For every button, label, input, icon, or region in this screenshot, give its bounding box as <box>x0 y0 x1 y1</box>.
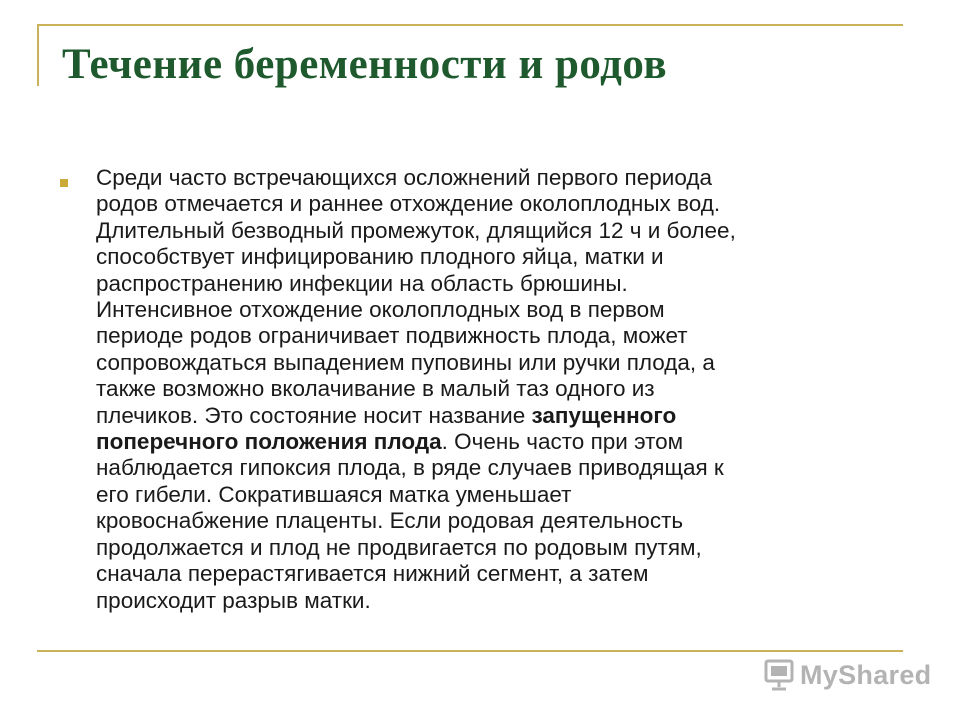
text-line: Длительный безводный промежуток, длящийся 12 ч и более, <box>96 217 736 243</box>
square-bullet-icon <box>60 179 68 187</box>
slide-title: Течение беременности и родов <box>62 41 668 88</box>
text-line <box>96 403 900 429</box>
text-line: также возможно вколачивание в малый таз одного из <box>96 376 655 402</box>
bullet-text <box>96 165 900 614</box>
text-segment: . Очень часто при этом <box>441 429 684 455</box>
text-line: сначала перерастягивается нижний сегмент, а затем <box>96 561 649 587</box>
frame-top-line <box>37 24 903 26</box>
text-line: продолжается и плод не продвигается по родовым путям, <box>96 534 702 560</box>
text-line <box>96 429 900 455</box>
text-line: родов отмечается и раннее отхождение околоплодных вод. <box>96 191 721 217</box>
text-line: кровоснабжение плаценты. Если родовая деятельность <box>96 508 684 534</box>
text-line: происходит разрыв матки. <box>96 587 371 613</box>
watermark-text: MyShared <box>800 659 932 690</box>
text-segment: плечиков. Это состояние носит название <box>96 402 532 428</box>
bullet-item <box>60 165 900 614</box>
watermark <box>762 658 931 692</box>
text-line: Среди часто встречающихся осложнений первого периода <box>96 165 712 190</box>
bold-term: запущенного <box>531 402 677 428</box>
frame-bottom-line <box>37 650 903 652</box>
presentation-board-icon <box>762 658 796 692</box>
text-line: сопровождаться выпадением пуповины или ручки плода, а <box>96 349 715 375</box>
text-line: способствует инфицированию плодного яйца, матки и <box>96 244 664 270</box>
frame-left-line <box>37 24 39 86</box>
text-line: Интенсивное отхождение околоплодных вод в первом <box>96 297 665 323</box>
text-line: распространению инфекции на область брюшины. <box>96 270 628 296</box>
text-line: периоде родов ограничивает подвижность плода, может <box>96 323 688 349</box>
text-line: его гибели. Сократившаяся матка уменьшает <box>96 481 572 507</box>
text-line: наблюдается гипоксия плода, в ряде случаев приводящая к <box>96 455 724 481</box>
bold-term: поперечного положения плода <box>96 429 442 455</box>
